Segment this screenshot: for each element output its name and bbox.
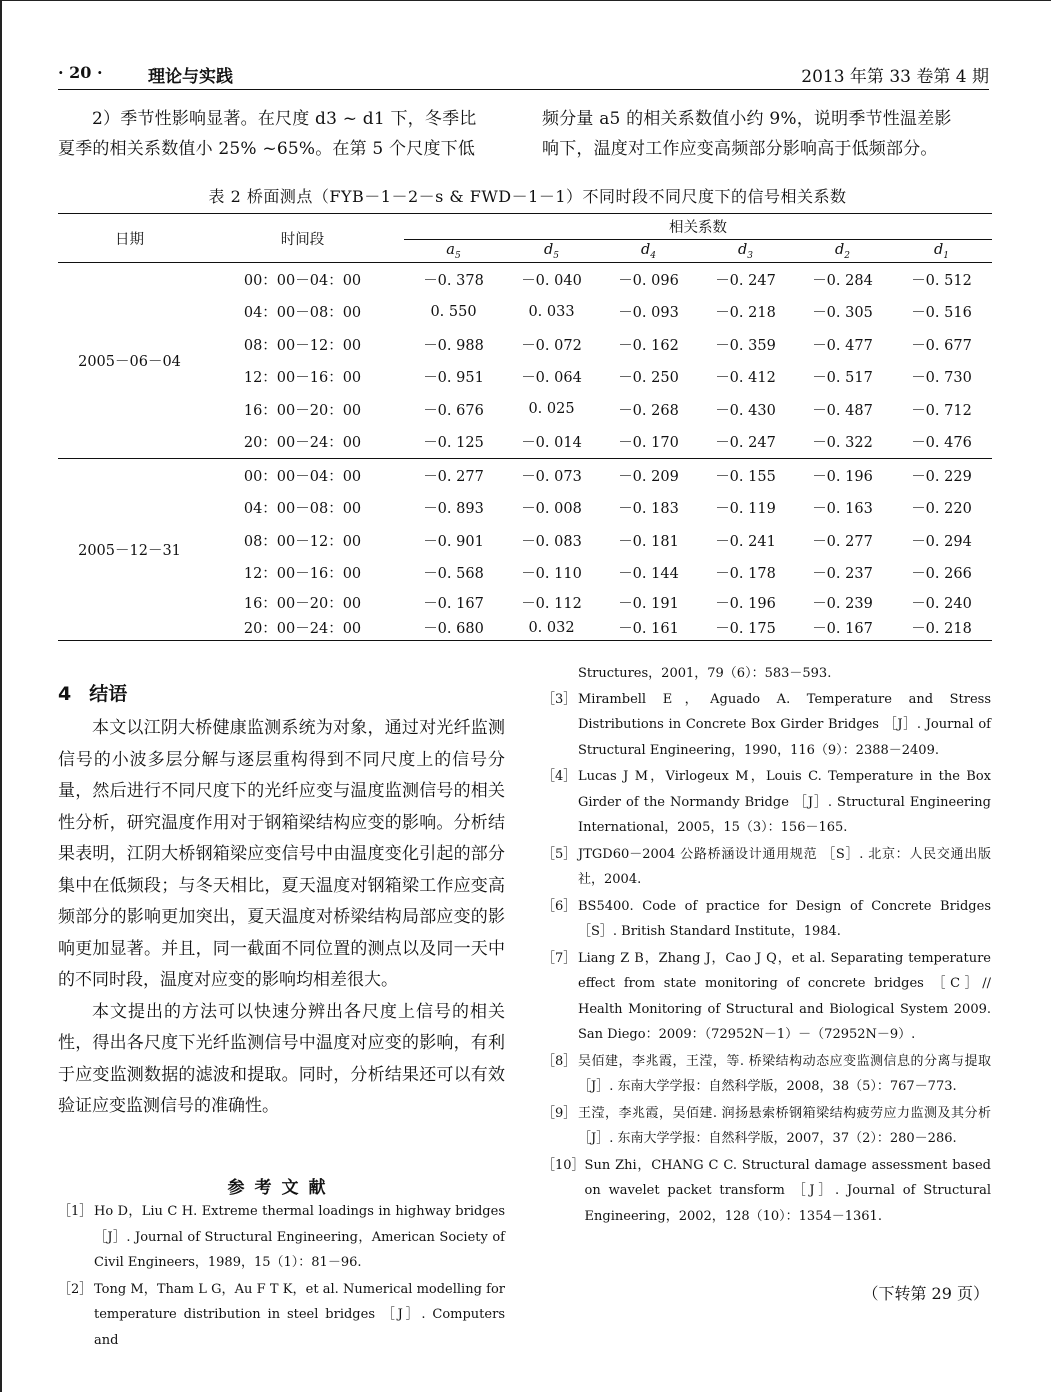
continued-note: （下转第 29 页） xyxy=(862,1284,989,1303)
value-cell: －0. 284 xyxy=(812,272,873,289)
reference-item xyxy=(58,1199,505,1276)
value-cell: －0. 096 xyxy=(618,272,679,289)
value-cell: －0. 476 xyxy=(891,426,992,459)
reference-text: Ho D，Liu C H. Extreme thermal loadings in highway bridges ［J］. Journal of Structural Engineering，American Society of Civil Engineers，1989，15（1）：81－96. xyxy=(94,1204,505,1270)
table-body xyxy=(58,263,992,641)
value-cell: －0. 477 xyxy=(812,337,873,354)
reference-text: BS5400. Code of practice for Design of Concrete Bridges ［S］. British Standard Institute，1984. xyxy=(578,898,991,939)
value-cell: －0. 218 xyxy=(715,305,776,322)
header-col: $d_3$ xyxy=(697,240,794,263)
value-cell: －0. 220 xyxy=(911,501,972,518)
value-cell: －0. 680 xyxy=(404,615,503,641)
reference-number: ［3］ xyxy=(542,691,577,707)
value-cell: －0. 241 xyxy=(715,533,776,550)
value-cell: －0. 951 xyxy=(423,370,484,387)
value-cell: 0. 550 xyxy=(430,303,477,320)
header-col: $d_5$ xyxy=(503,240,600,263)
reference-text: Sun Zhi，CHANG C C. Structural damage assessment based on wavelet packet transform ［J］. Journal of Structural Engineering，2002，128（10）：1354－1361. xyxy=(584,1157,991,1224)
value-cell: －0. 268 xyxy=(618,402,679,419)
value-cell: －0. 112 xyxy=(521,595,582,612)
value-cell: －0. 125 xyxy=(404,426,503,459)
period-cell: 12：00－16：00 xyxy=(243,566,362,583)
value-cell: －0. 277 xyxy=(812,533,873,550)
value-cell: －0. 144 xyxy=(618,566,679,583)
references-left xyxy=(58,1199,505,1354)
intro-right xyxy=(542,104,991,164)
header-col: $d_2$ xyxy=(794,240,891,263)
period-cell: 04：00－08：00 xyxy=(243,501,362,518)
issue-info: 2013 年第 33 卷第 4 期 xyxy=(801,67,989,87)
reference-text: 王滢，李兆霞，吴佰建. 润扬悬索桥钢箱梁结构疲劳应力监测及其分析 ［J］. 东南大学学报：自然科学版，2007，37（2）：280－286. xyxy=(578,1105,991,1146)
reference-number: ［10］ xyxy=(542,1157,585,1173)
page-number: · 20 · xyxy=(58,63,103,82)
value-cell: 0. 032 xyxy=(503,615,600,641)
period-cell: 00：00－04：00 xyxy=(243,468,362,485)
period-cell: 08：00－12：00 xyxy=(243,533,362,550)
value-cell: －0. 064 xyxy=(521,370,582,387)
reference-item xyxy=(542,1101,991,1152)
period-cell: 00：00－04：00 xyxy=(243,272,362,289)
section-heading xyxy=(58,679,127,706)
value-cell: －0. 568 xyxy=(423,566,484,583)
header-col: $d_4$ xyxy=(600,240,697,263)
reference-item xyxy=(542,1049,991,1100)
value-cell: －0. 516 xyxy=(911,305,972,322)
reference-number: ［4］ xyxy=(542,769,577,784)
running-header xyxy=(58,59,989,90)
value-cell: －0. 247 xyxy=(697,426,794,459)
reference-item xyxy=(542,1153,991,1230)
value-cell: －0. 175 xyxy=(697,615,794,641)
reference-number: ［2］ xyxy=(58,1281,93,1297)
reference-text: 吴佰建，李兆霞，王滢，等. 桥梁结构动态应变监测信息的分离与提取 ［J］. 东南大学学报：自然科学版，2008，38（5）：767－773. xyxy=(578,1053,991,1094)
value-cell: －0. 247 xyxy=(715,272,776,289)
value-cell: －0. 191 xyxy=(618,595,679,612)
reference-text: Tong M，Tham L G，Au F T K，et al. Numerical modelling for temperature distribution in steel bridges ［J］. Computers and xyxy=(94,1281,505,1348)
value-cell: －0. 183 xyxy=(618,501,679,518)
value-cell: －0. 008 xyxy=(521,501,582,518)
value-cell: －0. 901 xyxy=(423,533,484,550)
reference-item xyxy=(542,687,991,764)
value-cell: －0. 487 xyxy=(812,402,873,419)
table-row xyxy=(58,263,992,296)
value-cell: －0. 218 xyxy=(891,615,992,641)
period-cell: 04：00－08：00 xyxy=(243,305,362,322)
value-cell: －0. 072 xyxy=(521,337,582,354)
reference-item xyxy=(58,1277,505,1354)
reference-number: ［9］ xyxy=(542,1105,577,1121)
header-date: 日期 xyxy=(58,214,201,263)
intro-left-line: 夏季的相关系数值小 25% ~65%。在第 5 个尺度下低 xyxy=(58,139,476,159)
value-cell: －0. 430 xyxy=(715,402,776,419)
reference-list xyxy=(542,687,991,1230)
value-cell: －0. 322 xyxy=(794,426,891,459)
value-cell: －0. 040 xyxy=(521,272,582,289)
conclusion-body xyxy=(58,713,505,1123)
table-row xyxy=(58,459,992,492)
reference-continuation: Structures，2001，79（6）：583－593. xyxy=(578,666,832,681)
value-cell: －0. 294 xyxy=(911,533,972,550)
value-cell: －0. 677 xyxy=(911,337,972,354)
header-col: $d_1$ xyxy=(891,240,992,263)
value-cell: －0. 250 xyxy=(618,370,679,387)
value-cell: －0. 712 xyxy=(911,402,972,419)
value-cell: －0. 083 xyxy=(521,533,582,550)
section-number: 4 xyxy=(58,683,72,705)
value-cell: －0. 237 xyxy=(812,566,873,583)
value-cell: －0. 517 xyxy=(812,370,873,387)
table-caption: 表 2 桥面测点（FYB－1－2－s & FWD－1－1）不同时段不同尺度下的信号相关系数 xyxy=(208,187,847,206)
reference-item xyxy=(542,946,991,1048)
value-cell: －0. 167 xyxy=(423,595,484,612)
value-cell: －0. 239 xyxy=(812,595,873,612)
section-title: 结语 xyxy=(89,683,128,705)
intro-right-line: 频分量 a5 的相关系数值小约 9%，说明季节性温差影 xyxy=(542,109,952,129)
period-cell: 12：00－16：00 xyxy=(243,370,362,387)
references-heading: 参考文献 xyxy=(227,1178,336,1198)
reference-text: Lucas J M，Virlogeux M，Louis C. Temperature in the Box Girder of the Normandy Bridge ［J］. Structural Engineering International，2005，15（3）：156－165. xyxy=(578,769,991,835)
reference-text: JTGD60－2004 公路桥涵设计通用规范 ［S］. 北京：人民交通出版社，2004. xyxy=(578,846,991,887)
reference-number: ［7］ xyxy=(542,950,577,966)
value-cell: －0. 161 xyxy=(600,615,697,641)
value-cell: －0. 196 xyxy=(715,595,776,612)
value-cell: 0. 025 xyxy=(528,401,575,418)
value-cell: －0. 988 xyxy=(423,337,484,354)
correlation-table xyxy=(58,213,992,641)
header-col: $a_5$ xyxy=(404,240,503,263)
value-cell: －0. 155 xyxy=(715,468,776,485)
reference-number: ［1］ xyxy=(58,1204,93,1219)
reference-number: ［8］ xyxy=(542,1053,577,1069)
journal-name: 理论与实践 xyxy=(148,67,233,87)
reference-item xyxy=(542,842,991,893)
value-cell: －0. 119 xyxy=(715,501,776,518)
intro-left-line: 2）季节性影响显著。在尺度 d3 ~ d1 下，冬季比 xyxy=(92,109,477,129)
period-cell: 08：00－12：00 xyxy=(243,337,362,354)
period-cell: 20：00－24：00 xyxy=(201,426,404,459)
value-cell: －0. 209 xyxy=(618,468,679,485)
intro-right-line: 响下，温度对工作应变高频部分影响高于低频部分。 xyxy=(542,139,938,159)
value-cell: 0. 033 xyxy=(528,303,575,320)
reference-number: ［6］ xyxy=(542,898,577,914)
date-cell: 2005－12－31 xyxy=(58,459,201,641)
intro-left xyxy=(58,104,505,164)
value-cell: －0. 229 xyxy=(911,468,972,485)
period-cell: 20：00－24：00 xyxy=(201,615,404,641)
value-cell: －0. 163 xyxy=(812,501,873,518)
value-cell: －0. 170 xyxy=(600,426,697,459)
value-cell: －0. 167 xyxy=(794,615,891,641)
value-cell: －0. 512 xyxy=(911,272,972,289)
reference-text: Liang Z B，Zhang J，Cao J Q，et al. Separating temperature effect from state monitoring of concrete bridges ［C］// Health Monitoring of Structural and Biological System 2009. San Diego：2009：（72952N－1）－（72952N－9）. xyxy=(578,950,991,1042)
value-cell: －0. 093 xyxy=(618,305,679,322)
value-cell: －0. 178 xyxy=(715,566,776,583)
value-cell: －0. 893 xyxy=(423,501,484,518)
period-cell: 16：00－20：00 xyxy=(243,402,362,419)
value-cell: －0. 196 xyxy=(812,468,873,485)
value-cell: －0. 378 xyxy=(423,272,484,289)
value-cell: －0. 110 xyxy=(521,566,582,583)
value-cell: －0. 412 xyxy=(715,370,776,387)
reference-item xyxy=(542,894,991,945)
reference-text: Mirambell E，Aguado A. Temperature and Stress Distributions in Concrete Box Girder Bridges ［J］. Journal of Structural Engineering，1990，116（9）：2388－2409. xyxy=(578,691,991,758)
value-cell: －0. 240 xyxy=(911,595,972,612)
reference-item xyxy=(542,764,991,841)
value-cell: －0. 277 xyxy=(423,468,484,485)
conclusion-paragraph: 本文提出的方法可以快速分辨出各尺度上信号的相关性，得出各尺度下光纤监测信号中温度对应变的影响，有利于应变监测数据的滤波和提取。同时，分析结果还可以有效验证应变监测信号的准确性。 xyxy=(58,1001,505,1116)
value-cell: －0. 676 xyxy=(423,402,484,419)
date-cell: 2005－06－04 xyxy=(58,263,201,459)
value-cell: －0. 305 xyxy=(812,305,873,322)
references-right xyxy=(542,661,991,1230)
conclusion-paragraph: 本文以江阴大桥健康监测系统为对象，通过对光纤监测信号的小波多层分解与逐层重构得到不同尺度上的信号分量，然后进行不同尺度下的光纤应变与温度监测信号的相关性分析，研究温度作用对于钢箱梁结构应变的影响。分析结果表明，江阴大桥钢箱梁应变信号中由温度变化引起的部分集中在低频段；与冬天相比，夏天温度对钢箱梁工作应变高频部分的影响更加突出，夏天温度对桥梁结构局部应变的影响更加显著。并且，同一截面不同位置的测点以及同一天中的不同时段，温度对应变的影响均相差很大。 xyxy=(58,718,505,990)
value-cell: －0. 730 xyxy=(911,370,972,387)
value-cell: －0. 359 xyxy=(715,337,776,354)
value-cell: －0. 014 xyxy=(503,426,600,459)
value-cell: －0. 181 xyxy=(618,533,679,550)
header-correlation: 相关系数 xyxy=(404,214,992,240)
period-cell: 16：00－20：00 xyxy=(243,595,362,612)
reference-number: ［5］ xyxy=(542,846,577,862)
value-cell: －0. 266 xyxy=(911,566,972,583)
value-cell: －0. 073 xyxy=(521,468,582,485)
header-period: 时间段 xyxy=(201,214,404,263)
value-cell: －0. 162 xyxy=(618,337,679,354)
